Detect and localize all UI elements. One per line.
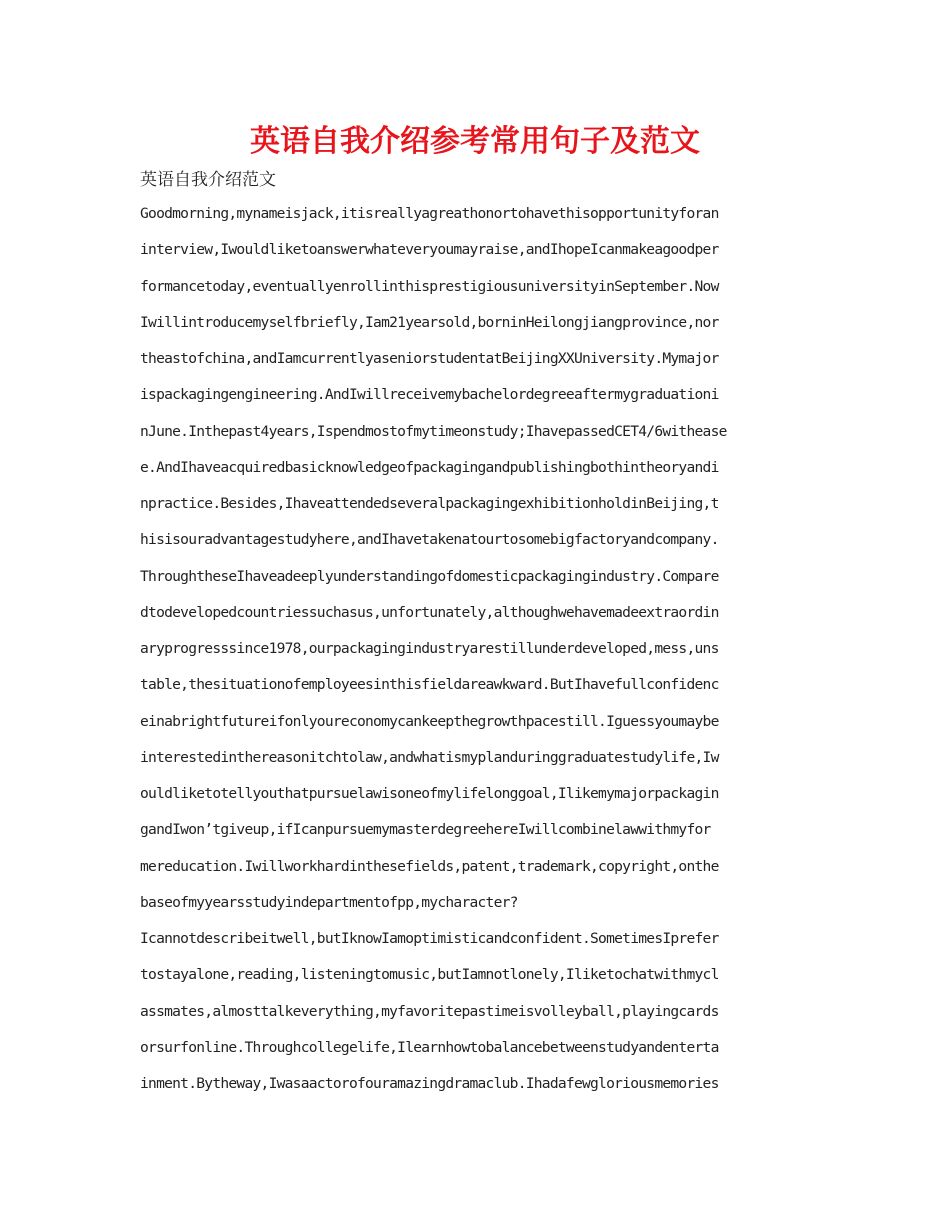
body-line: ispackagingengineering.AndIwillreceivemybachelordegreeaftermygraduationi: [140, 386, 719, 404]
body-line: Goodmorning,mynameisjack,itisreallyagreathonortohavethisopportunityforan: [140, 205, 719, 222]
body-line: formancetoday,eventuallyenrollinthisprestigiousuniversityinSeptember.Now: [140, 277, 719, 295]
body-line: interview,Iwouldliketoanswerwhateveryoumayraise,andIhopeIcanmakeagoodper: [140, 241, 719, 259]
body-line: theastofchina,andIamcurrentlyaseniorstudentatBeijingXXUniversity.Mymajor: [140, 350, 719, 367]
body-line: e.AndIhaveacquiredbasicknowledgeofpackagingandpublishingbothintheoryandi: [140, 458, 719, 476]
body-line: table,thesituationofemployeesinthisfieldareawkward.ButIhavefullconfidenc: [140, 676, 719, 694]
body-line: interestedinthereasonitchtolaw,andwhatismyplanduringgraduatestudylife,Iw: [140, 748, 719, 766]
body-line: aryprogresssince1978,ourpackagingindustryarestillunderdeveloped,mess,uns: [140, 640, 719, 657]
body-line: Iwillintroducemyselfbriefly,Iam21yearsold,borninHeilongjiangprovince,nor: [140, 313, 719, 331]
body-line: inment.Bytheway,Iwasaactorofouramazingdramaclub.Ihadafewgloriousmemories: [140, 1075, 719, 1092]
body-line: ThroughtheseIhaveadeeplyunderstandingofdomesticpackagingindustry.Compare: [140, 567, 719, 585]
document-subtitle: 英语自我介绍范文: [140, 170, 276, 190]
body-line: nJune.Inthepast4years,Ispendmostofmytimeonstudy;IhavepassedCET4/6withease: [140, 422, 727, 440]
body-line: mereducation.Iwillworkhardinthesefields,patent,trademark,copyright,onthe: [140, 857, 719, 875]
body-line: dtodevelopedcountriessuchasus,unfortunately,althoughwehavemadeextraordin: [140, 603, 719, 621]
body-line: baseofmyyearsstudyindepartmentofpp,mycharacter?: [140, 893, 518, 911]
body-line: npractice.Besides,IhaveattendedseveralpackagingexhibitionholdinBeijing,t: [140, 495, 719, 512]
body-line: assmates,almosttalkeverything,myfavoritepastimeisvolleyball,playingcards: [140, 1002, 719, 1020]
body-line: gandIwon’tgiveup,ifIcanpursuemymasterdegreehereIwillcombinelawwithmyfor: [140, 821, 711, 839]
body-line: ouldliketotellyouthatpursuelawisoneofmylifelonggoal,Ilikemymajorpackagin: [140, 785, 719, 802]
body-line: tostayalone,reading,listeningtomusic,butIamnotlonely,Iliketochatwithmycl: [140, 966, 719, 984]
body-line: hisisouradvantagestudyhere,andIhavetakenatourtosomebigfactoryandcompany.: [140, 531, 719, 549]
body-line: orsurfonline.Throughcollegelife,Ilearnhowtobalancebetweenstudyandenterta: [140, 1038, 719, 1056]
document-title: 英语自我介绍参考常用句子及范文: [250, 124, 700, 159]
document-body: [140, 196, 820, 1102]
body-line: Icannotdescribeitwell,butIknowIamoptimisticandconfident.SometimesIprefer: [140, 930, 719, 947]
body-line: einabrightfutureifonlyoureconomycankeepthegrowthpacestill.Iguessyoumaybe: [140, 712, 719, 730]
